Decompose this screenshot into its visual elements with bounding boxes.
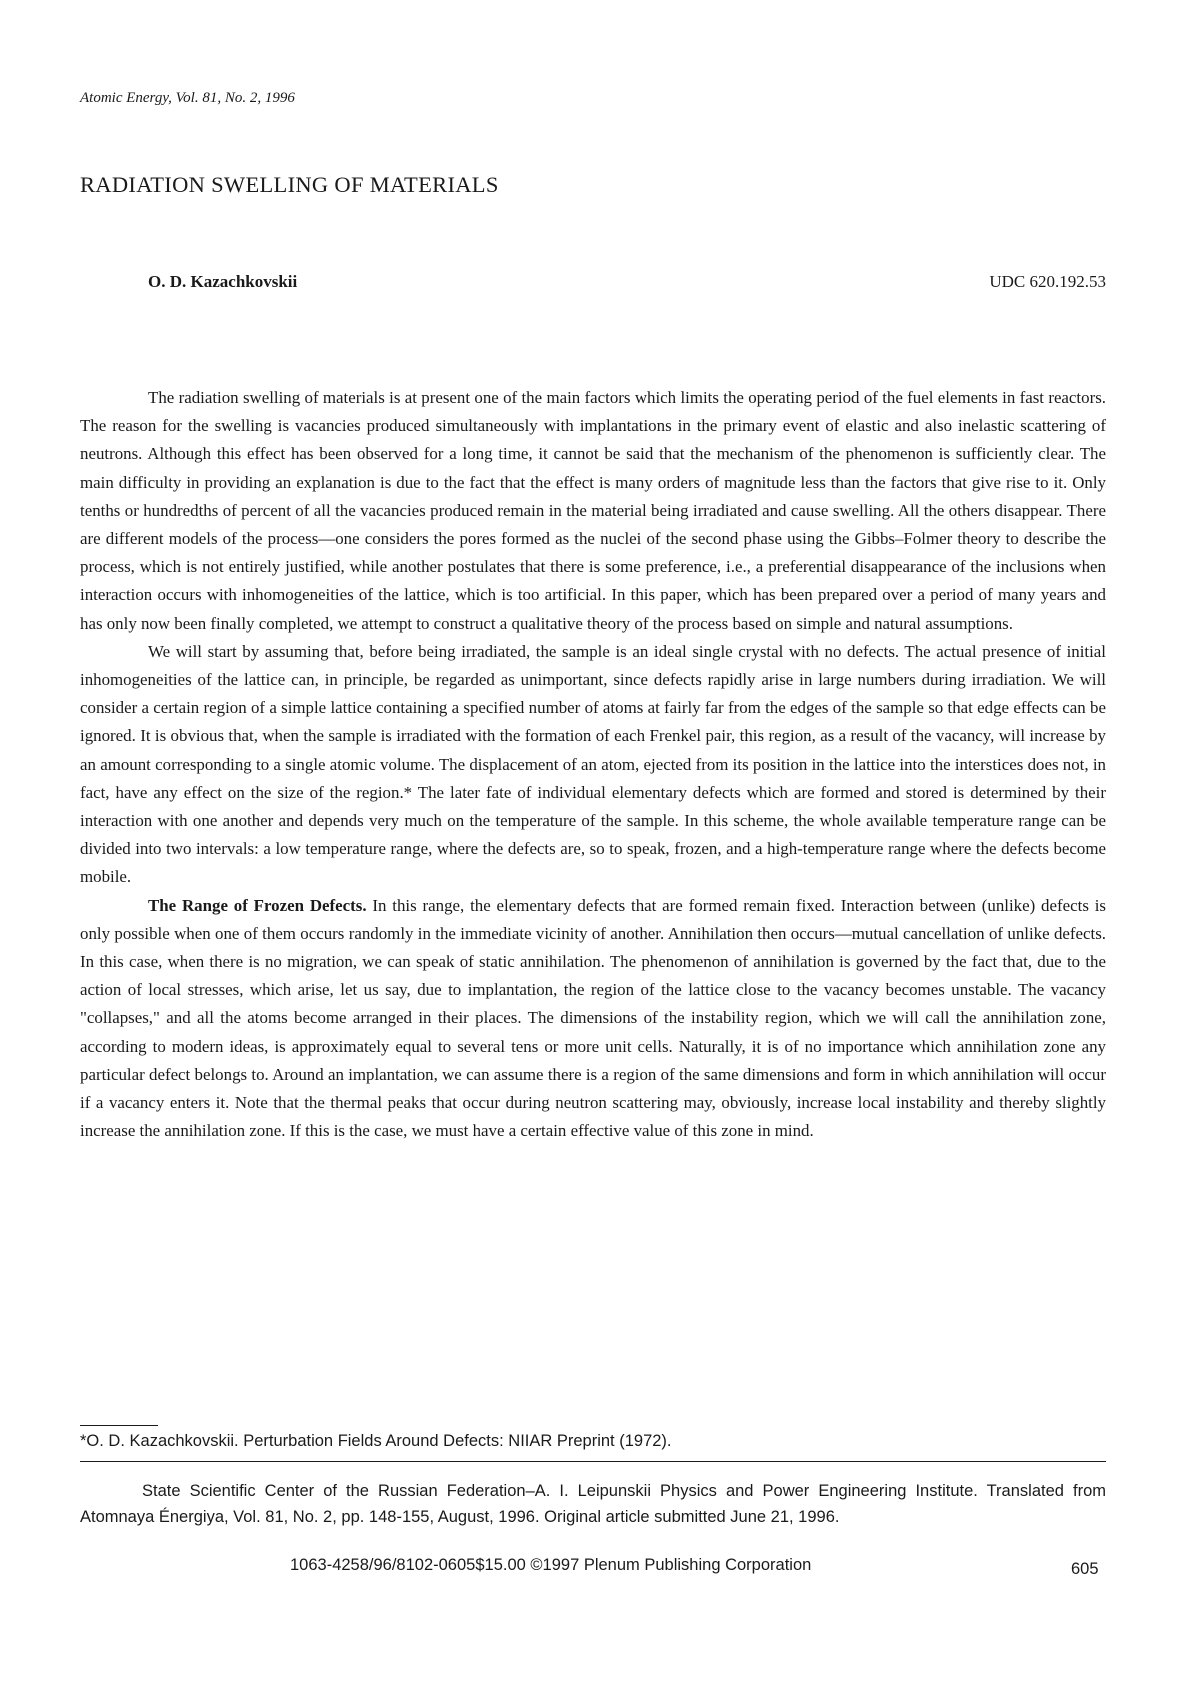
- journal-reference: Atomic Energy, Vol. 81, No. 2, 1996: [80, 90, 295, 106]
- affiliation-divider: [80, 1461, 1106, 1462]
- author-name: O. D. Kazachkovskii: [148, 272, 298, 291]
- affiliation-note: State Scientific Center of the Russian Federation–A. I. Leipunskii Physics and Power Engineering Institute. Translated from Atomnaya Énergiya, Vol. 81, No. 2, pp. 148-155, August, 1996. Original article submitted June 21, 1996.: [80, 1482, 1106, 1526]
- article-body: [80, 384, 1106, 1145]
- udc-code: UDC 620.192.53: [989, 272, 1106, 291]
- footnote: *O. D. Kazachkovskii. Perturbation Fields Around Defects: NIIAR Preprint (1972).: [80, 1432, 672, 1450]
- page-number: 605: [1071, 1560, 1099, 1578]
- copyright-line: 1063-4258/96/8102-0605$15.00 ©1997 Plenum Publishing Corporation: [290, 1556, 812, 1574]
- body-paragraph: The radiation swelling of materials is at present one of the main factors which limits the operating period of the fuel elements in fast reactors. The reason for the swelling is vacancies produced simultaneously with implantations in the primary event of elastic and also inelastic scattering of neutrons. Although this effect has been observed for a long time, it cannot be said that the mechanism of the phenomenon is sufficiently clear. The main difficulty in providing an explanation is due to the fact that the effect is many orders of magnitude less than the factors that give rise to it. Only tenths or hundredths of percent of all the vacancies produced remain in the material being irradiated and cause swelling. All the others disappear. There are different models of the process—one considers the pores formed as the nuclei of the second phase using the Gibbs–Folmer theory to describe the process, which is not entirely justified, while another postulates that there is some preference, i.e., a preferential disappearance of the inclusions when interaction occurs with inhomogeneities of the lattice, which is too artificial. In this paper, which has been prepared over a period of many years and has only now been finally completed, we attempt to construct a qualitative theory of the process based on simple and natural assumptions.: [80, 388, 1106, 633]
- article-title: RADIATION SWELLING OF MATERIALS: [80, 172, 499, 197]
- body-paragraph: [80, 892, 1106, 1146]
- body-paragraph: We will start by assuming that, before being irradiated, the sample is an ideal single crystal with no defects. The actual presence of initial inhomogeneities of the lattice can, in principle, be regarded as unimportant, since defects rapidly arise in large numbers during irradiation. We will consider a certain region of a simple lattice containing a specified number of atoms at fairly far from the edges of the sample so that edge effects can be ignored. It is obvious that, when the sample is irradiated with the formation of each Frenkel pair, this region, as a result of the vacancy, will increase by an amount corresponding to a single atomic volume. The displacement of an atom, ejected from its position in the lattice into the interstices does not, in fact, have any effect on the size of the region.* The later fate of individual elementary defects which are formed and stored is determined by their interaction with one another and depends very much on the temperature of the sample. In this scheme, the whole available temperature range can be divided into two intervals: a low temperature range, where the defects are, so to speak, frozen, and a high-temperature range where the defects become mobile.: [80, 641, 1106, 887]
- section-run-in-heading: The Range of Frozen Defects.: [148, 895, 367, 915]
- footnote-divider: [80, 1425, 158, 1426]
- section-paragraph-text: In this range, the elementary defects that are formed remain fixed. Interaction between (unlike) defects is only possible when one of them occurs randomly in the immediate vicinity of another. Annihilation then occurs—mutual cancellation of unlike defects. In this case, when there is no migration, we can speak of static annihilation. The phenomenon of annihilation is governed by the fact that, due to the action of local stresses, which arise, let us say, due to implantation, the region of the lattice close to the vacancy becomes unstable. The vacancy "collapses," and all the atoms become arranged in their places. The dimensions of the instability region, which we will call the annihilation zone, according to modern ideas, is approximately equal to several tens or more unit cells. Naturally, it is of no importance which annihilation zone any particular defect belongs to. Around an implantation, we can assume there is a region of the same dimensions and form in which annihilation will occur if a vacancy enters it. Note that the thermal peaks that occur during neutron scattering may, obviously, increase local instability and thereby slightly increase the annihilation zone. If this is the case, we must have a certain effective value of this zone in mind.: [80, 895, 1106, 1141]
